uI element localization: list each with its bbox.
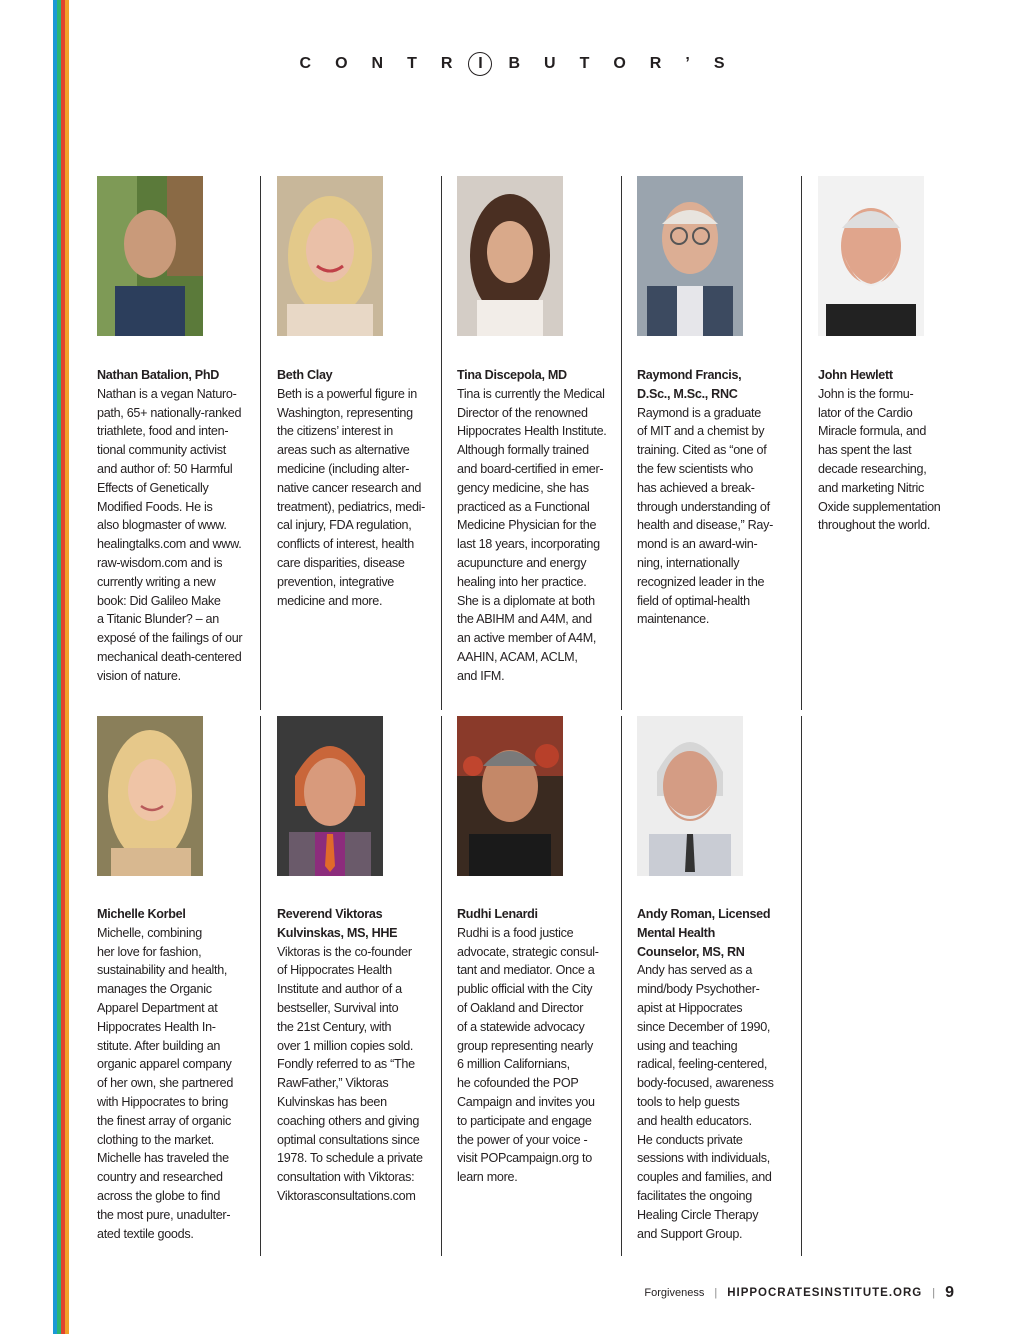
contributor-name: Reverend Viktoras Kulvinskas, MS, HHE <box>277 907 398 940</box>
contributor-entry <box>457 905 609 1187</box>
title-letter: U <box>544 55 556 72</box>
contributor-name: Andy Roman, Licensed Mental Health Counselor, MS, RN <box>637 907 771 959</box>
contributor-entry <box>637 366 789 629</box>
contributor-entry <box>97 366 249 686</box>
title-letter: C <box>299 55 312 72</box>
contributor-name: Rudhi Lenardi <box>457 907 538 921</box>
title-letter: N <box>371 55 384 72</box>
column-divider <box>801 716 802 1256</box>
contributor-entry <box>97 905 249 1243</box>
title-letter: ’ <box>685 55 690 72</box>
contributor-entry <box>818 366 970 535</box>
portrait-photo-viktoras <box>277 716 383 876</box>
contributor-bio: Viktoras is the co-founder of Hippocrates Health Institute and author of a bestseller, Survival into the 21st Century, with over 1 million copies sold. Fondly referred to as “The RawFather,” Viktoras Kulvinskas has been coaching others and giving optimal consultations since 1978. To schedule a private consultation with Viktoras: Viktorasconsultations.com <box>277 944 423 1203</box>
portrait-photo-nathan <box>97 176 203 336</box>
footer-separator: | <box>932 1287 936 1299</box>
title-letter: R <box>649 55 662 72</box>
contributor-bio: Beth is a powerful figure in Washington, representing the citizens’ interest in areas such as alternative medicine (including alter- native cancer research and treatment), pediatrics, medi- cal injury, FDA regulation, conflicts of interest, health care disparities, disease prevention, integrative medicine and more. <box>277 386 426 608</box>
page-footer <box>644 1284 954 1302</box>
contributor-bio: John is the formu- lator of the Cardio Miracle formula, and has spent the last decade researching, and marketing Nitric Oxide supplementation throughout the world. <box>818 386 941 533</box>
footer-section-name: Forgiveness <box>644 1287 705 1299</box>
stripe-4 <box>65 0 69 1334</box>
contributor-entry <box>277 905 429 1206</box>
contributor-name: Raymond Francis, D.Sc., M.Sc., RNC <box>637 368 742 401</box>
contributor-name: Tina Discepola, MD <box>457 368 567 382</box>
contributor-bio: Raymond is a graduate of MIT and a chemist by training. Cited as “one of the few scientists who has achieved a break- through understanding of health and disease,” Ray- mond is an award-win- ning, internationally recognized leader in the field of optimal-health maintenance. <box>637 405 774 627</box>
portrait-photo-michelle <box>97 716 203 876</box>
contributor-entry <box>277 366 429 610</box>
portrait-photo-john <box>818 176 924 336</box>
column-divider <box>621 716 622 1256</box>
title-letter: O <box>335 55 348 72</box>
column-divider <box>441 176 442 710</box>
column-divider <box>260 716 261 1256</box>
title-letter: B <box>508 55 520 72</box>
contributor-entry <box>637 905 789 1243</box>
contributor-name: John Hewlett <box>818 368 893 382</box>
contributor-name: Nathan Batalion, PhD <box>97 368 220 382</box>
page-title <box>0 52 1024 76</box>
column-divider <box>801 176 802 710</box>
footer-website: HIPPOCRATESINSTITUTE.ORG <box>727 1287 923 1299</box>
portrait-photo-tina <box>457 176 563 336</box>
contributor-bio: Nathan is a vegan Naturo- path, 65+ nationally-ranked triathlete, food and inten- tional community activist and author of: 50 Harmful Effects of Genetically Modified Foods. He is also blogmaster of www. healingtalks.com and www. raw-wisdom.com and is currently writing a new book: Did Galileo Make a Titanic Blunder? – an exposé of the failings of our mechanical death-centered vision of nature. <box>97 386 243 683</box>
portrait-photo-andy <box>637 716 743 876</box>
contributor-name: Michelle Korbel <box>97 907 186 921</box>
contributor-bio: Rudhi is a food justice advocate, strategic consul- tant and mediator. Once a public official with the City of Oakland and Director of a statewide advocacy group representing nearly 6 million Californians, he cofounded the POP Campaign and invites you to participate and engage the power of your voice - visit POPcampaign.org to learn more. <box>457 925 599 1185</box>
title-letter: T <box>579 55 590 72</box>
portrait-photo-rudhi <box>457 716 563 876</box>
decorative-color-stripes <box>53 0 69 1334</box>
title-letter: S <box>713 55 725 72</box>
portrait-photo-raymond <box>637 176 743 336</box>
title-letter: O <box>613 55 626 72</box>
contributor-entry <box>457 366 609 686</box>
title-letter: R <box>440 55 453 72</box>
contributor-bio: Michelle, combining her love for fashion, sustainability and health, manages the Organic Apparel Department at Hippocrates Health In- stitute. After building an organic apparel company of her own, she partnered with Hippocrates to bring the finest array of organic clothing to the market. Michelle has traveled the country and researched across the globe to find the most pure, unadulter- ated textile goods. <box>97 925 234 1241</box>
title-letter: I <box>468 52 492 76</box>
column-divider <box>441 716 442 1256</box>
column-divider <box>260 176 261 710</box>
footer-separator: | <box>714 1287 718 1299</box>
contributor-bio: Andy has served as a mind/body Psychother- apist at Hippocrates since December of 1990, using and teaching radical, feeling-centered, body-focused, awareness tools to help guests and health educators. He conducts private sessions with individuals, couples and families, and facilitates the ongoing Healing Circle Therapy and Support Group. <box>637 963 774 1241</box>
portrait-photo-beth <box>277 176 383 336</box>
contributor-name: Beth Clay <box>277 368 333 382</box>
contributor-bio: Tina is currently the Medical Director of the renowned Hippocrates Health Institute. Although formally trained and board-certified in emer- gency medicine, she has practiced as a Functional Medicine Physician for the last 18 years, incorporating acupuncture and energy healing into her practice. She is a diplomate at both the ABIHM and A4M, and an active member of A4M, AAHIN, ACAM, ACLM, and IFM. <box>457 386 607 683</box>
page-number: 9 <box>945 1284 954 1301</box>
column-divider <box>621 176 622 710</box>
title-letter: T <box>407 55 417 72</box>
